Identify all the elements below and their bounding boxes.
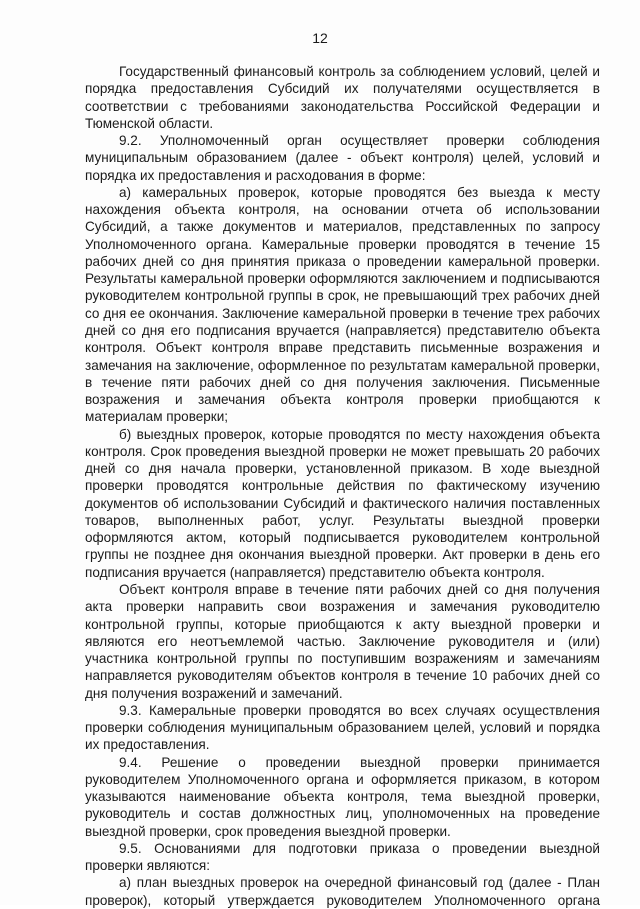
paragraph-9-2-a: а) камеральных проверок, которые проводятся без выезда к месту нахождения объекта контроля, на основании отчета об использовании Субсидий, а также документов и материалов, представленных по запросу Уполномоченного органа. Камеральные проверки проводятся в течение 15 рабочих дней со дня принятия приказа о проведении камеральной проверки. Результаты камеральной проверки оформляются заключением и подписываются руководителем контрольной группы в срок, не превышающий трех рабочих дней со дня ее окончания. Заключение камеральной проверки в течение трех рабочих дней со дня его подписания вручается (направляется) представителю объекта контроля. Объект контроля вправе представить письменные возражения и замечания на заключение, оформленное по результатам камеральной проверки, в течение пяти рабочих дней со дня получения заключения. Письменные возражения и замечания объекта контроля проверки приобщаются к материалам проверки; bbox=[85, 184, 600, 425]
paragraph-objections: Объект контроля вправе в течение пяти рабочих дней со дня получения акта проверки направить свои возражения и замечания руководителю контрольной группы, которые приобщаются к акту выездной проверки и являются его неотъемлемой частью. Заключение руководителя и (или) участника контрольной группы по поступившим возражениям и замечаниям направляется руководителям объектов контроля в течение 10 рабочих дней со дня получения возражений и замечаний. bbox=[85, 581, 600, 701]
paragraph-state-financial-control: Государственный финансовый контроль за соблюдением условий, целей и порядка предоставления Субсидий их получателями осуществляется в соответствии с требованиями законодательства Российской Федерации и Тюменской области. bbox=[85, 64, 600, 131]
document-body bbox=[85, 63, 600, 909]
paragraph-9-2: 9.2. Уполномоченный орган осуществляет проверки соблюдения муниципальным образованием (далее - объект контроля) целей, условий и порядка их предоставления и расходования в форме: bbox=[85, 133, 600, 183]
page-number: 12 bbox=[312, 30, 328, 46]
paragraph-9-2-b: б) выездных проверок, которые проводятся по месту нахождения объекта контроля. Срок проведения выездной проверки не может превышать 20 рабочих дней со дня начала проверки, установленной приказом. В ходе выездной проверки проводятся контрольные действия по фактическому изучению документов об использовании Субсидий и фактического наличия поставленных товаров, выполненных работ, услуг. Результаты выездной проверки оформляются актом, который подписывается руководителем контрольной группы не позднее дня окончания выездной проверки. Акт проверки в день его подписания вручается (направляется) представителю объекта контроля. bbox=[85, 426, 600, 580]
paragraph-9-4: 9.4. Решение о проведении выездной проверки принимается руководителем Уполномоченного органа и оформляется приказом, в котором указываются наименование объекта контроля, тема выездной проверки, руководитель и состав должностных лиц, уполномоченных на проведение выездной проверки, срок проведения выездной проверки. bbox=[85, 754, 600, 839]
paragraph-9-3: 9.3. Камеральные проверки проводятся во всех случаях осуществления проверки соблюдения муниципальным образованием целей, условий и порядка их предоставления. bbox=[85, 702, 600, 753]
paragraph-9-5: 9.5. Основаниями для подготовки приказа о проведении выездной проверки являются: bbox=[85, 840, 600, 874]
paragraph-9-5-a: а) план выездных проверок на очередной финансовый год (далее - План проверок), который утверждается руководителем Уполномоченного органа bbox=[85, 875, 600, 908]
